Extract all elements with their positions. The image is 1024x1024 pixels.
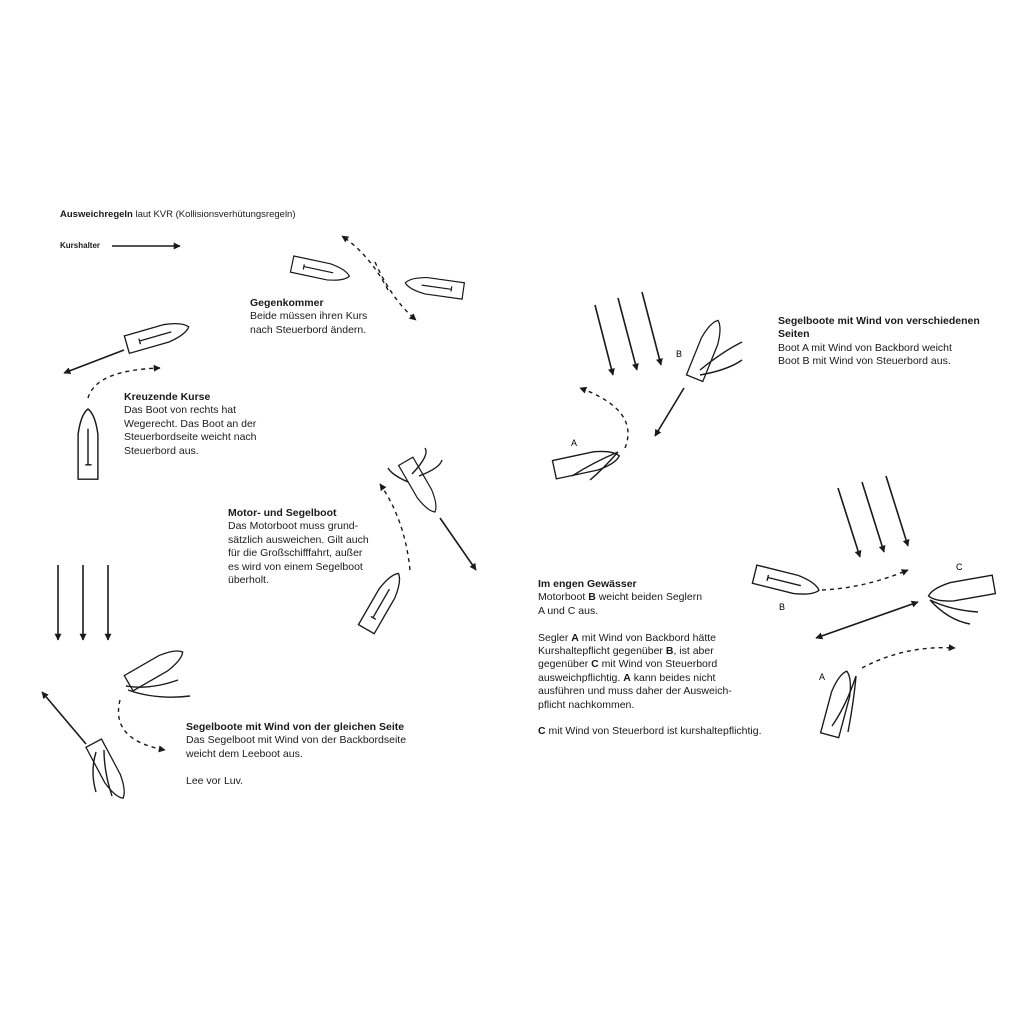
sailboat-a-narrow-path xyxy=(862,648,955,668)
motorboat-evade-path xyxy=(380,484,410,570)
label-boat-c-narrow: C xyxy=(956,562,963,572)
wind-arrows-left xyxy=(58,565,108,640)
head-on-boat-left xyxy=(290,256,351,284)
crossing-boat-right xyxy=(124,318,191,353)
boat-a-evade-path xyxy=(580,388,628,448)
head-on-path-left xyxy=(342,236,388,290)
sailboat-c-narrow xyxy=(927,575,996,605)
head-on-boat-right xyxy=(404,275,464,299)
leeboat-path xyxy=(118,700,165,750)
boat-b-top xyxy=(686,317,726,381)
windward-course-arrow xyxy=(42,692,86,744)
page-title: Ausweichregeln laut KVR (Kollisionsverhütungsregeln) xyxy=(60,209,296,220)
boat-b-course-arrow xyxy=(655,388,684,436)
legend-label: Kurshalter xyxy=(60,241,101,250)
wind-arrows-top xyxy=(595,292,661,375)
boat-a-top xyxy=(552,447,621,479)
section-crossing: Kreuzende Kurse Das Boot von rechts hat Wegerecht. Das Boot an der Steuerbordseite weicht nach Steuerbord aus. xyxy=(124,391,257,457)
label-boat-a-top: A xyxy=(571,438,578,448)
sailboat-c-sail xyxy=(930,600,978,624)
sailboat-motor-section xyxy=(399,457,443,516)
head-on-path-right xyxy=(375,262,416,320)
leeboat xyxy=(124,644,187,690)
section-head-on: Gegenkommer Beide müssen ihren Kurs nach Steuerbord ändern. xyxy=(250,297,368,336)
crossing-boat-bottom xyxy=(78,409,98,479)
narrow-waters-double-arrow xyxy=(816,602,918,638)
sailboat-a-narrow xyxy=(821,669,856,738)
motorboat-b-path xyxy=(822,570,908,590)
label-boat-a-narrow: A xyxy=(819,672,826,682)
crossing-arrow xyxy=(64,350,124,373)
section-motor-sail: Motor- und Segelboot Das Motorboot muss grund- sätzlich ausweichen. Gilt auch für die Großschifffahrt, außer es wird von einem Segelboot überholt. xyxy=(228,507,369,587)
sailboat-course-arrow xyxy=(440,518,476,570)
label-boat-b-top: B xyxy=(676,349,683,359)
motorboat-b-narrow xyxy=(752,565,821,599)
label-boat-b-narrow: B xyxy=(779,602,786,612)
section-same-side: Segelboote mit Wind von der gleichen Seite Das Segelboot mit Wind von der Backbordseite weicht dem Leeboot aus. Lee vor Luv. xyxy=(186,721,407,787)
wind-arrows-right xyxy=(838,476,908,557)
section-opposite-sides: Segelboote mit Wind von verschiedenen Seiten Boot A mit Wind von Backbord weicht Boot B mit Wind von Steuerbord aus. xyxy=(778,315,980,368)
section-narrow-waters: Im engen Gewässer Motorboot B weicht beiden Seglern A und C aus. Segler A mit Wind von Backbord hätte Kurshaltepflicht gegenüber B, ist aber gegenüber C mit Wind von Steuerbord ausweichpflichtig. A kann beides nicht ausführen und muss daher der Ausweich- pflicht nachkommen. C mit Wind von Steuerbord ist kurshaltepflichtig. xyxy=(538,578,762,738)
